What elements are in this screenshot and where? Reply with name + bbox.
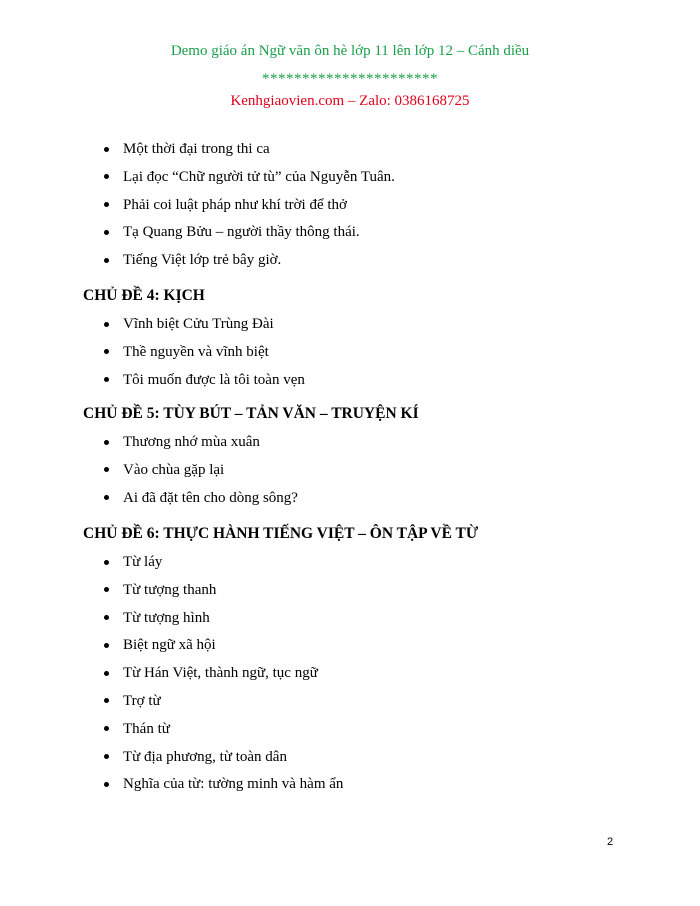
bullet-icon xyxy=(104,495,109,500)
section-heading-6: CHỦ ĐỀ 6: THỰC HÀNH TIẾNG VIỆT – ÔN TẬP VỀ TỪ xyxy=(83,525,479,542)
intro-list xyxy=(0,140,700,279)
list-item xyxy=(0,433,700,461)
list-item xyxy=(0,748,700,776)
bullet-icon xyxy=(104,174,109,179)
list-item xyxy=(0,692,700,720)
list-item-text: Phải coi luật pháp như khí trời để thở xyxy=(123,196,347,213)
list-item xyxy=(0,775,700,803)
list-item-text: Từ láy xyxy=(123,554,163,570)
bullet-icon xyxy=(104,698,109,703)
bullet-icon xyxy=(104,230,109,235)
list-item-text: Từ tượng thanh xyxy=(123,581,217,598)
list-item xyxy=(0,553,700,581)
bullet-icon xyxy=(104,754,109,759)
list-item xyxy=(0,461,700,489)
section-6-list xyxy=(0,553,700,803)
section-heading-5: CHỦ ĐỀ 5: TÙY BÚT – TẢN VĂN – TRUYỆN KÍ xyxy=(83,405,419,422)
bullet-icon xyxy=(104,258,109,263)
bullet-icon xyxy=(104,467,109,472)
list-item-text: Thề nguyền và vĩnh biệt xyxy=(123,343,269,360)
list-item xyxy=(0,720,700,748)
list-item-text: Biệt ngữ xã hội xyxy=(123,637,216,654)
list-item xyxy=(0,140,700,168)
list-item-text: Thán từ xyxy=(123,720,170,737)
list-item xyxy=(0,168,700,196)
list-item-text: Từ Hán Việt, thành ngữ, tục ngữ xyxy=(123,665,318,682)
list-item xyxy=(0,251,700,279)
bullet-icon xyxy=(104,560,109,565)
bullet-icon xyxy=(104,202,109,207)
list-item-text: Từ địa phương, từ toàn dân xyxy=(123,748,287,765)
list-item xyxy=(0,581,700,609)
list-item-text: Tôi muốn được là tôi toàn vẹn xyxy=(123,371,305,388)
list-item-text: Lại đọc “Chữ người tử tù” của Nguyễn Tuân. xyxy=(123,168,395,185)
list-item-text: Tiếng Việt lớp trẻ bây giờ. xyxy=(123,252,282,269)
section-heading-4: CHỦ ĐỀ 4: KỊCH xyxy=(83,287,205,304)
list-item-text: Vĩnh biệt Cửu Trùng Đài xyxy=(123,316,274,332)
section-4-list xyxy=(0,315,700,398)
bullet-icon xyxy=(104,726,109,731)
bullet-icon xyxy=(104,643,109,648)
list-item-text: Vào chùa gặp lại xyxy=(123,461,225,478)
list-item-text: Nghĩa của từ: tường minh và hàm ẩn xyxy=(123,776,344,793)
decorative-stars: ********************** xyxy=(262,71,438,87)
contact-line: Kenhgiaovien.com – Zalo: 0386168725 xyxy=(230,93,470,109)
list-item xyxy=(0,196,700,224)
bullet-icon xyxy=(104,147,109,152)
list-item-text: Trợ từ xyxy=(123,692,161,709)
list-item xyxy=(0,664,700,692)
list-item-text: Từ tượng hình xyxy=(123,609,210,626)
list-item-text: Tạ Quang Bửu – người thầy thông thái. xyxy=(123,224,360,241)
list-item xyxy=(0,371,700,399)
bullet-icon xyxy=(104,671,109,676)
bullet-icon xyxy=(104,587,109,592)
bullet-icon xyxy=(104,349,109,354)
bullet-icon xyxy=(104,377,109,382)
list-item-text: Một thời đại trong thi ca xyxy=(123,141,270,157)
list-item xyxy=(0,609,700,637)
document-title: Demo giáo án Ngữ văn ôn hè lớp 11 lên lớp 12 – Cánh diều xyxy=(170,43,530,59)
bullet-icon xyxy=(104,322,109,327)
list-item xyxy=(0,223,700,251)
list-item-text: Thương nhớ mùa xuân xyxy=(123,434,260,450)
page-number: 2 xyxy=(607,836,614,848)
bullet-icon xyxy=(104,782,109,787)
bullet-icon xyxy=(104,440,109,445)
list-item xyxy=(0,489,700,517)
list-item-text: Ai đã đặt tên cho dòng sông? xyxy=(123,489,298,506)
list-item xyxy=(0,315,700,343)
bullet-icon xyxy=(104,615,109,620)
list-item xyxy=(0,636,700,664)
list-item xyxy=(0,343,700,371)
section-5-list xyxy=(0,433,700,516)
